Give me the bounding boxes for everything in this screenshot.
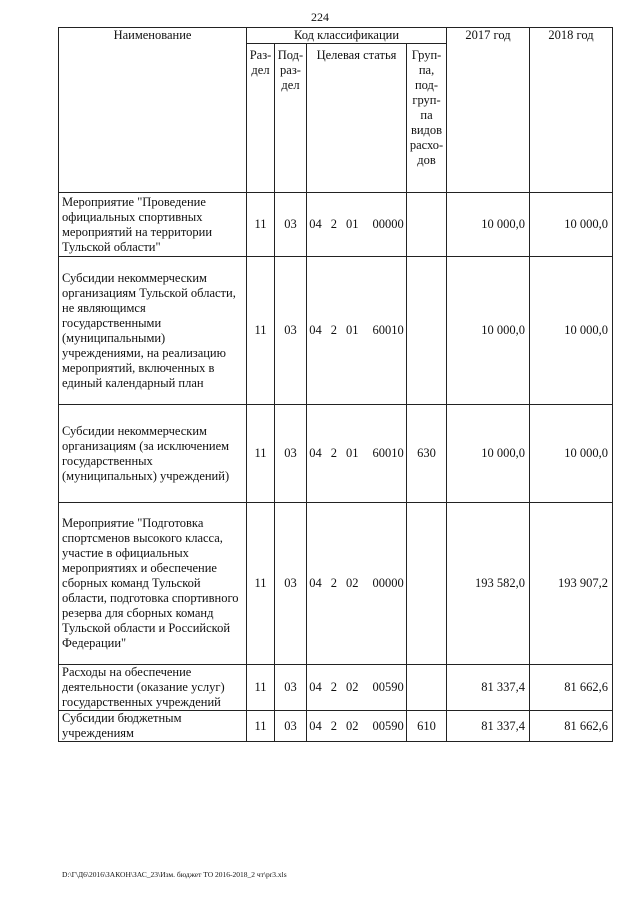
row-subsection: 03	[275, 711, 307, 742]
row-target	[307, 503, 407, 665]
row-expense-group	[407, 503, 447, 665]
target-part: 01	[346, 446, 359, 460]
header-code-group: Код классификации	[247, 28, 447, 44]
header-expense-group: Груп- па, под- груп- па видов расхо- дов	[407, 44, 447, 193]
row-section: 11	[247, 665, 275, 711]
target-part: 60010	[372, 323, 404, 337]
target-part: 02	[346, 576, 359, 590]
table-row	[59, 405, 613, 503]
target-part: 04	[309, 446, 322, 460]
header-row-top	[59, 28, 613, 44]
row-section: 11	[247, 405, 275, 503]
row-name: Расходы на обеспечение деятельности (оказание услуг) государственных учреждений	[59, 665, 247, 711]
target-part: 2	[330, 680, 337, 694]
row-value-2018: 10 000,0	[530, 193, 613, 257]
row-value-2017: 10 000,0	[447, 405, 530, 503]
row-value-2018: 193 907,2	[530, 503, 613, 665]
target-part: 00590	[372, 718, 404, 733]
row-target	[307, 665, 407, 711]
target-part: 04	[309, 217, 322, 231]
target-part: 04	[309, 680, 322, 694]
row-subsection: 03	[275, 503, 307, 665]
row-expense-group	[407, 193, 447, 257]
row-value-2017: 10 000,0	[447, 257, 530, 405]
table-row	[59, 711, 613, 742]
row-name: Субсидии бюджетным учреждениям	[59, 711, 247, 742]
target-part: 02	[346, 680, 359, 694]
row-section: 11	[247, 193, 275, 257]
table-row	[59, 193, 613, 257]
row-section: 11	[247, 257, 275, 405]
row-value-2017: 81 337,4	[447, 665, 530, 711]
row-value-2017: 10 000,0	[447, 193, 530, 257]
header-section: Раз- дел	[247, 44, 275, 193]
row-subsection: 03	[275, 405, 307, 503]
target-part: 2	[330, 718, 337, 733]
row-value-2017: 81 337,4	[447, 711, 530, 742]
target-part: 01	[346, 323, 359, 337]
target-part: 01	[346, 217, 359, 231]
table-body	[59, 193, 613, 742]
header-name: Наименование	[59, 28, 247, 193]
target-part: 2	[330, 217, 337, 231]
target-part: 00000	[372, 217, 404, 231]
target-part: 2	[330, 576, 337, 590]
header-year-2018: 2018 год	[530, 28, 613, 193]
target-part: 04	[309, 576, 322, 590]
target-part: 02	[346, 718, 359, 733]
row-subsection: 03	[275, 665, 307, 711]
page-number: 224	[311, 10, 329, 24]
header-target: Целевая статья	[307, 44, 407, 193]
target-part: 2	[330, 323, 337, 337]
row-target	[307, 711, 407, 742]
table-row	[59, 257, 613, 405]
row-section: 11	[247, 503, 275, 665]
row-expense-group: 630	[407, 405, 447, 503]
row-subsection: 03	[275, 257, 307, 405]
row-value-2018: 10 000,0	[530, 257, 613, 405]
row-value-2017: 193 582,0	[447, 503, 530, 665]
target-part: 04	[309, 323, 322, 337]
row-target	[307, 405, 407, 503]
row-expense-group	[407, 257, 447, 405]
target-part: 60010	[372, 446, 404, 460]
row-value-2018: 10 000,0	[530, 405, 613, 503]
row-target	[307, 193, 407, 257]
row-value-2018: 81 662,6	[530, 665, 613, 711]
row-expense-group	[407, 665, 447, 711]
row-name: Субсидии некоммерческим организациям (за исключением государственных (муниципальных) учреждений)	[59, 405, 247, 503]
target-part: 2	[330, 446, 337, 460]
target-part: 04	[309, 718, 322, 733]
target-part: 00000	[372, 576, 404, 590]
row-section: 11	[247, 711, 275, 742]
row-target	[307, 257, 407, 405]
table-row	[59, 503, 613, 665]
table-row	[59, 665, 613, 711]
target-part: 00590	[372, 680, 404, 694]
file-path-footer: D:\Г\Д6\2016\ЗАКОН\ЗАС_23\Изм. бюджет ТО 2016-2018_2 чт\pr3.xls	[62, 870, 287, 879]
row-name: Мероприятие "Проведение официальных спортивных мероприятий на территории Тульской области"	[59, 193, 247, 257]
row-value-2018: 81 662,6	[530, 711, 613, 742]
row-name: Мероприятие "Подготовка спортсменов высокого класса, участие в официальных мероприятиях и обеспечение сборных команд Тульской области, подготовка спортивного резерва для сборных команд Тульской области и Российской Федерации"	[59, 503, 247, 665]
row-expense-group: 610	[407, 711, 447, 742]
row-subsection: 03	[275, 193, 307, 257]
row-name: Субсидии некоммерческим организациям Тульской области, не являющимся государственными (муниципальными) учреждениями, на реализацию мероприятий, включенных в единый календарный план	[59, 257, 247, 405]
header-subsection: Под- раз- дел	[275, 44, 307, 193]
header-year-2017: 2017 год	[447, 28, 530, 193]
budget-table	[58, 27, 613, 742]
